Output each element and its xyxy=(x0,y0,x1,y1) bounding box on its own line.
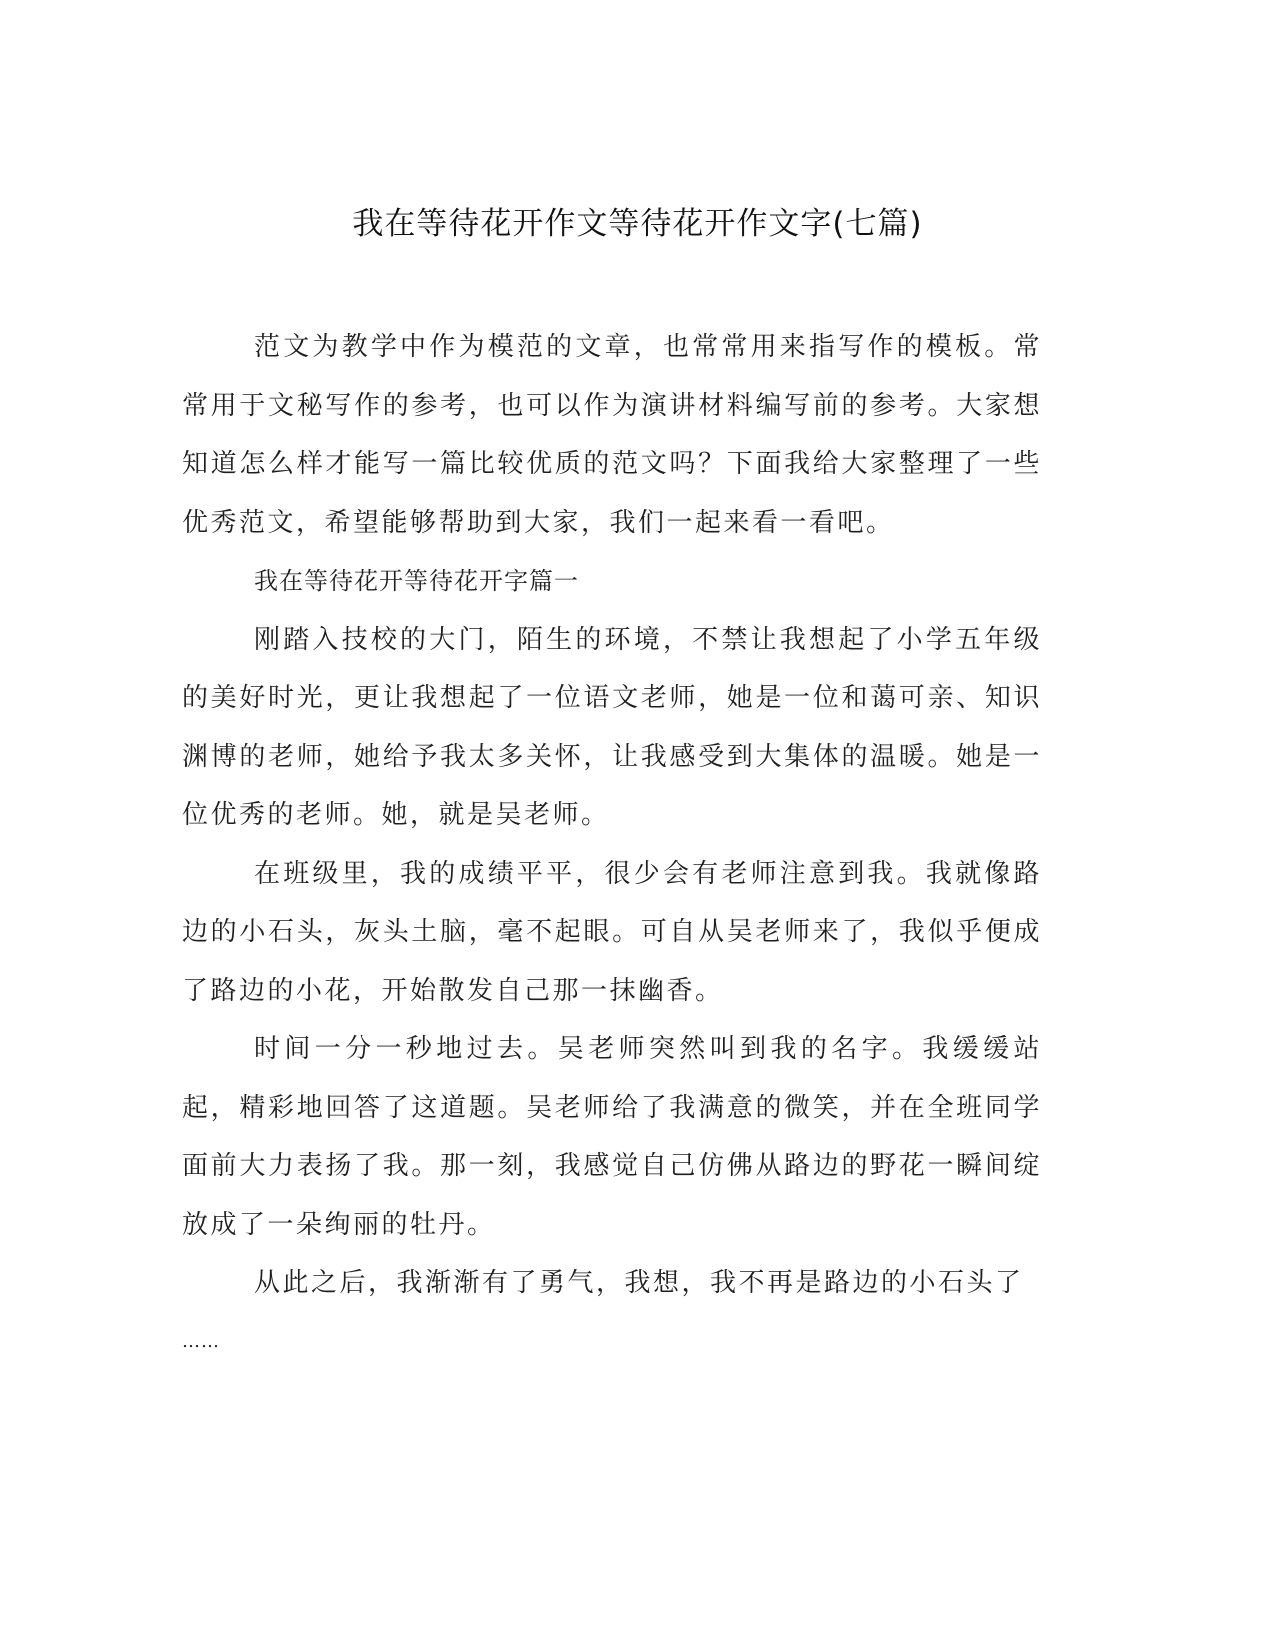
body-paragraph-2: 在班级里，我的成绩平平，很少会有老师注意到我。我就像路边的小石头，灰头土脑，毫不起眼。可自从吴老师来了，我似乎便成了路边的小花，开始散发自己那一抹幽香。 xyxy=(182,858,1042,1006)
body-paragraph-3: 时间一分一秒地过去。吴老师突然叫到我的名字。我缓缓站起，精彩地回答了这道题。吴老师给了我满意的微笑，并在全班同学面前大力表扬了我。那一刻，我感觉自己仿佛从路边的野花一瞬间绽放成了一朵绚丽的牡丹。 xyxy=(182,1034,1042,1240)
continuation-ellipsis: …… xyxy=(182,1330,220,1352)
body-paragraph-1: 刚踏入技校的大门，陌生的环境，不禁让我想起了小学五年级的美好时光，更让我想起了一位语文老师，她是一位和蔼可亲、知识渊博的老师，她给予我太多关怀，让我感受到大集体的温暖。她是一位优秀的老师。她，就是吴老师。 xyxy=(182,624,1042,830)
section-heading: 我在等待花开等待花开字篇一 xyxy=(254,567,579,595)
document-title: 我在等待花开作文等待花开作文字(七篇) xyxy=(352,206,923,242)
body-paragraph-4: 从此之后，我渐渐有了勇气，我想，我不再是路边的小石头了 xyxy=(254,1268,1024,1298)
intro-paragraph: 范文为教学中作为模范的文章，也常常用来指写作的模板。常常用于文秘写作的参考，也可以作为演讲材料编写前的参考。大家想知道怎么样才能写一篇比较优质的范文吗？下面我给大家整理了一些优秀范文，希望能够帮助到大家，我们一起来看一看吧。 xyxy=(182,332,1042,538)
document-body xyxy=(182,318,1042,1371)
